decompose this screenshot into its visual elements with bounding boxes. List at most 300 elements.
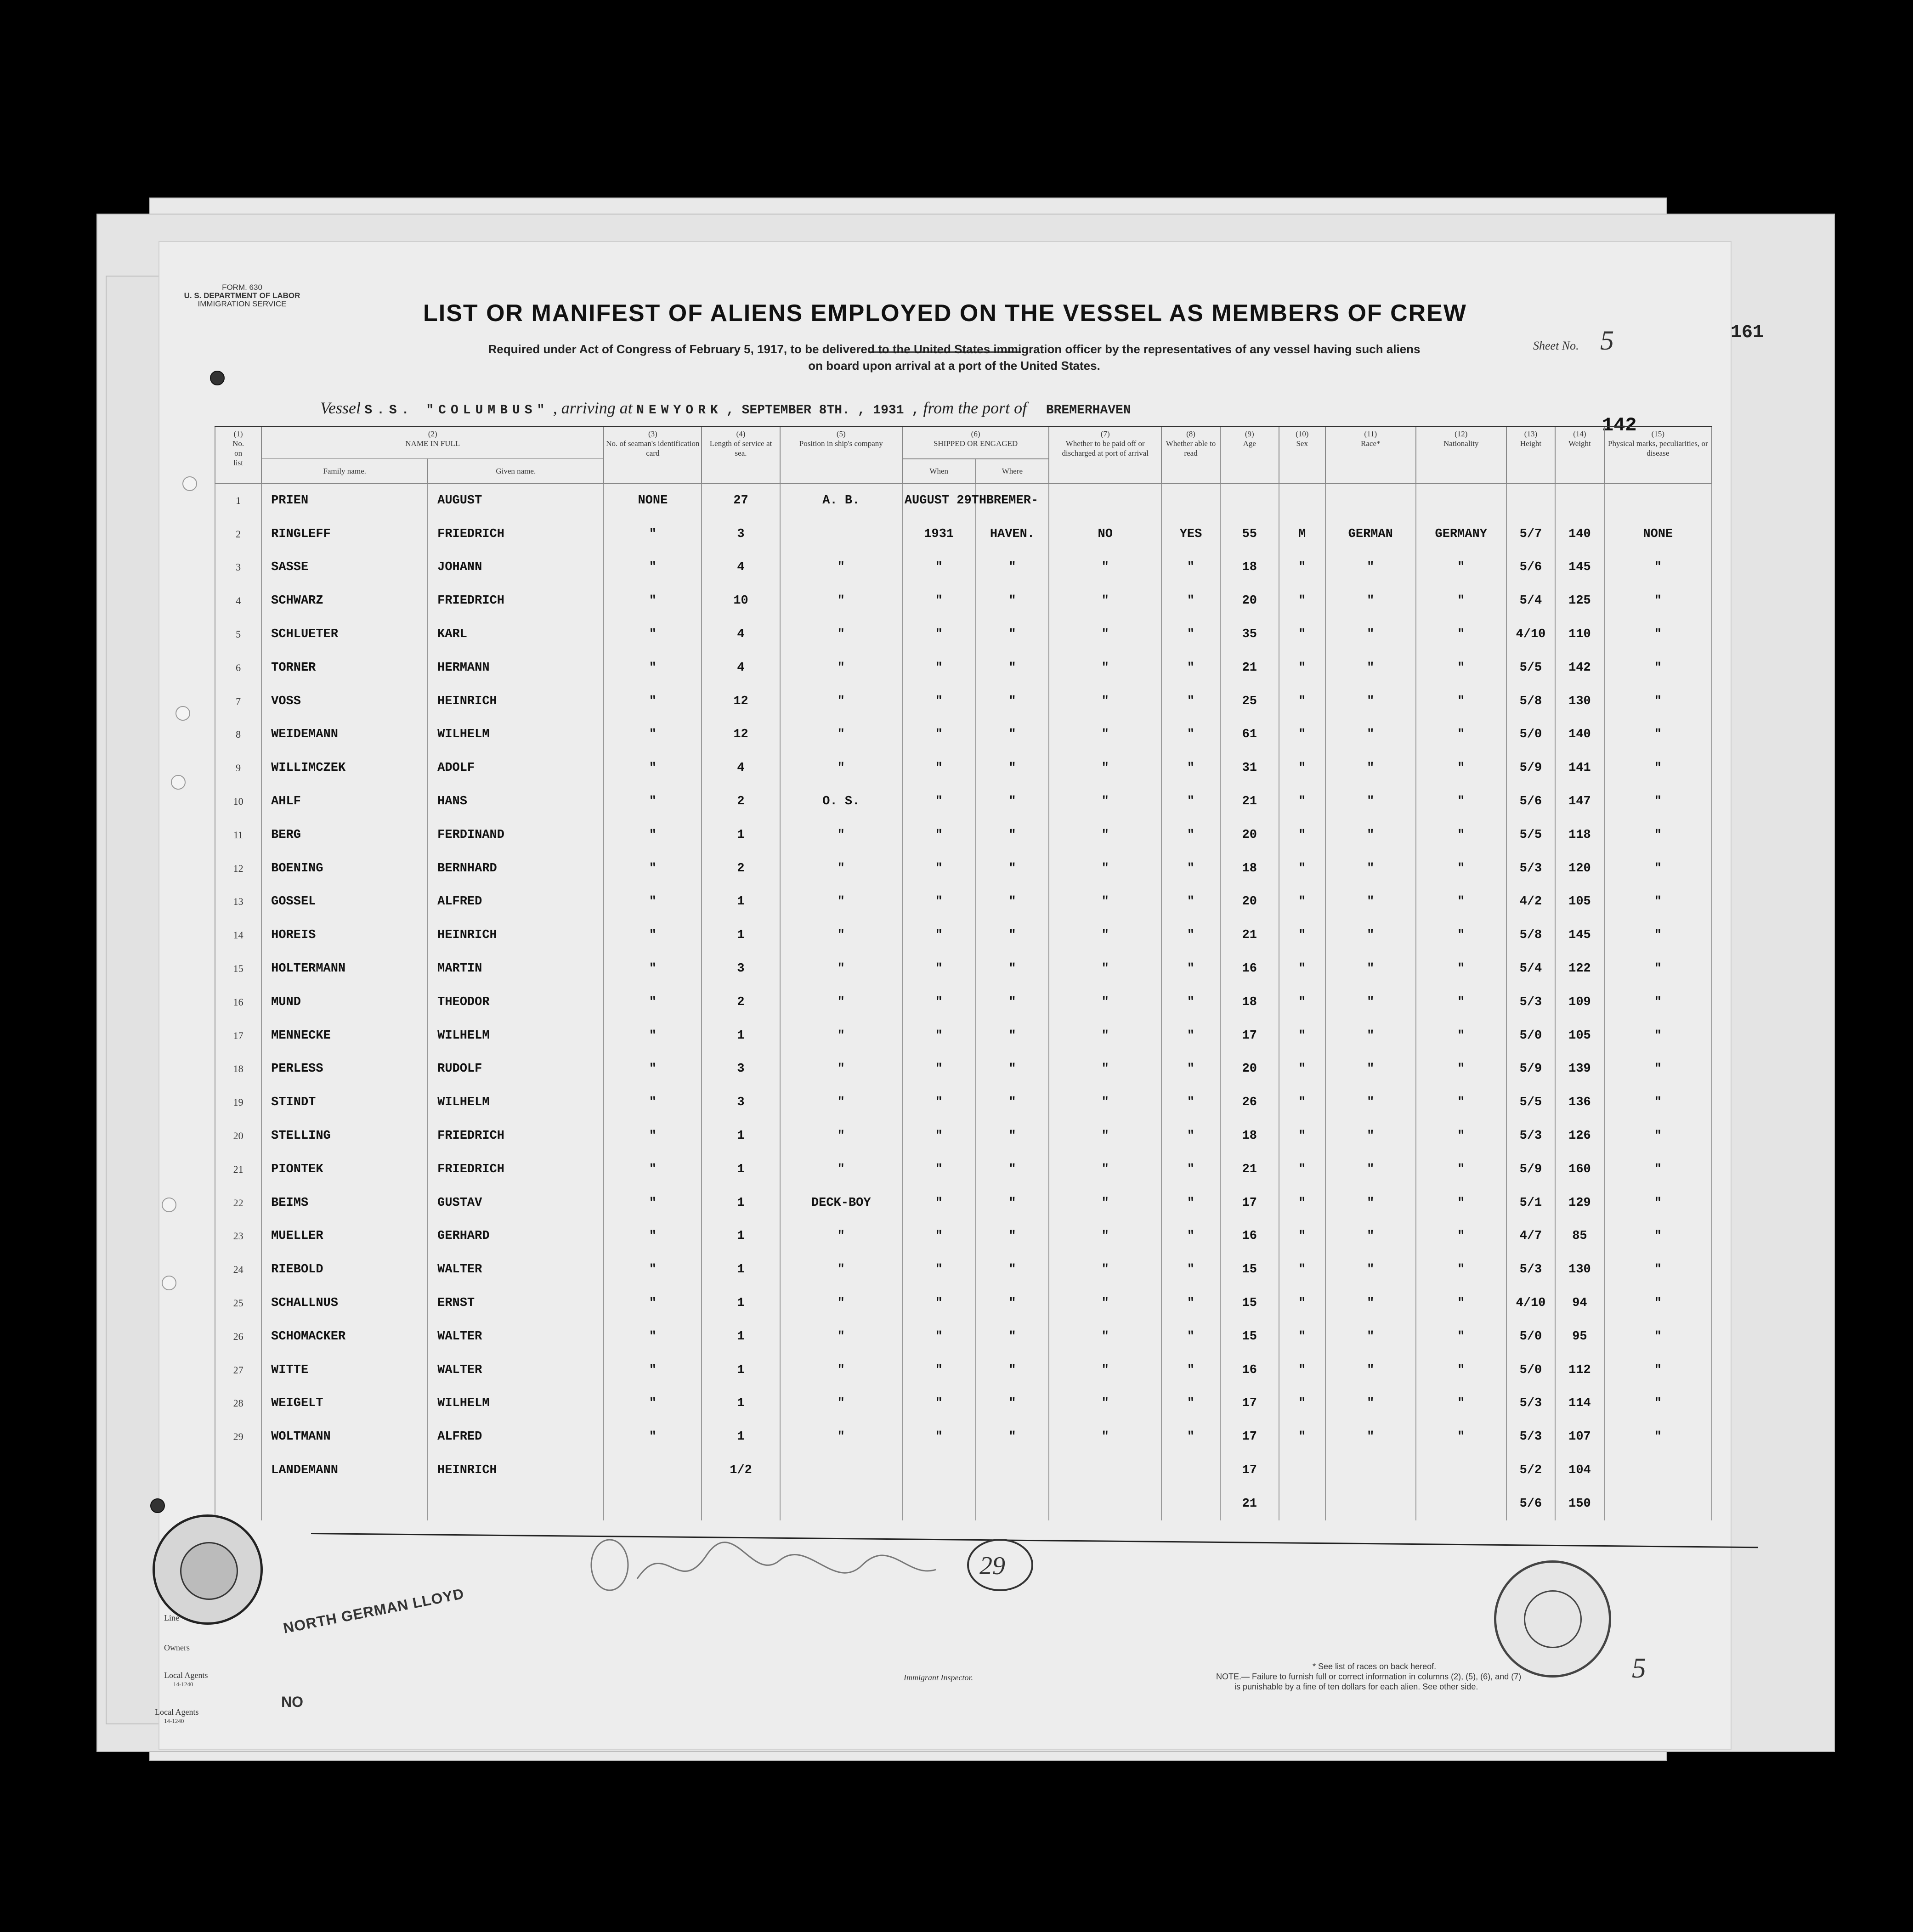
sex-cell: " (1279, 1019, 1325, 1052)
weight-cell: 136 (1555, 1086, 1604, 1119)
note-line-2: NOTE.— Failure to furnish full or correct information in columns (2), (5), (6), and (7) (1216, 1672, 1522, 1681)
sex-cell: " (1279, 818, 1325, 852)
shipped-when-cell: " (902, 651, 976, 684)
physical-marks-cell: " (1604, 684, 1712, 718)
weight-cell: 107 (1555, 1420, 1604, 1454)
shipped-when-cell: " (902, 584, 976, 618)
punch-hole (150, 1498, 165, 1513)
given-name-cell: FRIEDRICH (428, 1119, 604, 1153)
able-to-read-cell (1161, 484, 1220, 518)
shipped-where-cell: " (976, 584, 1049, 618)
weight-cell: 118 (1555, 818, 1604, 852)
table-row (215, 1019, 1712, 1052)
table-row (215, 1420, 1712, 1454)
shipped-when-cell: " (902, 1152, 976, 1186)
height-cell: 5/0 (1506, 718, 1555, 751)
shipped-where-cell: " (976, 785, 1049, 819)
age-cell: 18 (1220, 1119, 1279, 1153)
paid-off-cell: " (1049, 952, 1161, 986)
race-cell: " (1325, 985, 1416, 1019)
inspector-label: Immigrant Inspector. (904, 1673, 973, 1682)
table-row (215, 484, 1712, 518)
physical-marks-cell (1604, 1454, 1712, 1487)
height-cell: 5/0 (1506, 1353, 1555, 1387)
shipped-when-cell: " (902, 852, 976, 885)
position-cell: " (780, 1019, 902, 1052)
given-name-cell: BERNHARD (428, 852, 604, 885)
family-name-cell: SASSE (261, 551, 428, 584)
family-name-cell: WILLIMCZEK (261, 751, 428, 785)
weight-cell: 85 (1555, 1220, 1604, 1253)
paid-off-cell: " (1049, 618, 1161, 651)
nationality-cell: " (1416, 1287, 1506, 1320)
nationality-cell: " (1416, 1052, 1506, 1086)
age-cell: 18 (1220, 852, 1279, 885)
age-cell: 20 (1220, 1052, 1279, 1086)
able-to-read-cell: " (1161, 1086, 1220, 1119)
service-length-cell: 3 (702, 1086, 780, 1119)
race-cell: " (1325, 1320, 1416, 1353)
row-number-cell: 13 (215, 885, 261, 919)
weight-cell: 120 (1555, 852, 1604, 885)
position-cell: " (780, 651, 902, 684)
given-name-cell: WALTER (428, 1353, 604, 1387)
weight-cell: 104 (1555, 1454, 1604, 1487)
shipped-when-cell: " (902, 818, 976, 852)
race-cell: " (1325, 818, 1416, 852)
age-cell: 17 (1220, 1454, 1279, 1487)
able-to-read-cell: " (1161, 885, 1220, 919)
paid-off-cell: " (1049, 1387, 1161, 1420)
physical-marks-cell: " (1604, 885, 1712, 919)
position-cell: A. B. (780, 484, 902, 518)
race-cell: " (1325, 919, 1416, 952)
sex-cell (1279, 1487, 1325, 1520)
shipped-when-cell: " (902, 751, 976, 785)
nationality-cell: " (1416, 551, 1506, 584)
race-cell: " (1325, 1019, 1416, 1052)
paid-off-cell: " (1049, 818, 1161, 852)
service-length-cell: 1/2 (702, 1454, 780, 1487)
height-cell: 5/3 (1506, 1253, 1555, 1287)
position-cell: " (780, 1152, 902, 1186)
height-cell (1506, 484, 1555, 518)
header-when: When (902, 459, 976, 484)
physical-marks-cell: " (1604, 852, 1712, 885)
header-race: (11) Race* (1325, 427, 1416, 484)
age-cell: 17 (1220, 1186, 1279, 1220)
table-row (215, 885, 1712, 919)
nationality-cell: " (1416, 852, 1506, 885)
height-cell: 4/7 (1506, 1220, 1555, 1253)
service-length-cell: 1 (702, 1220, 780, 1253)
shipped-where-cell: " (976, 684, 1049, 718)
service-length-cell: 12 (702, 684, 780, 718)
shipped-when-cell: " (902, 1420, 976, 1454)
physical-marks-cell: " (1604, 1420, 1712, 1454)
paid-off-cell: " (1049, 1420, 1161, 1454)
paid-off-cell: " (1049, 1186, 1161, 1220)
table-row (215, 1320, 1712, 1353)
sex-cell (1279, 484, 1325, 518)
row-number-cell: 27 (215, 1353, 261, 1387)
id-card-cell: " (604, 1086, 702, 1119)
nationality-cell: " (1416, 751, 1506, 785)
paid-off-cell: " (1049, 1086, 1161, 1119)
able-to-read-cell: " (1161, 1052, 1220, 1086)
paid-off-cell: " (1049, 1119, 1161, 1153)
given-name-cell: ALFRED (428, 1420, 604, 1454)
service-length-cell: 1 (702, 1186, 780, 1220)
row-number-cell: 20 (215, 1119, 261, 1153)
nationality-cell: " (1416, 1353, 1506, 1387)
punch-hole (162, 1276, 176, 1290)
family-name-cell: WOLTMANN (261, 1420, 428, 1454)
row-number-cell: 11 (215, 818, 261, 852)
position-cell: " (780, 684, 902, 718)
paid-off-cell: " (1049, 1320, 1161, 1353)
race-cell: " (1325, 684, 1416, 718)
able-to-read-cell: " (1161, 651, 1220, 684)
shipped-when-cell: " (902, 785, 976, 819)
shipped-where-cell: " (976, 1119, 1049, 1153)
service-length-cell: 1 (702, 1287, 780, 1320)
weight-cell: 110 (1555, 618, 1604, 651)
service-length-cell: 4 (702, 551, 780, 584)
height-cell: 4/10 (1506, 1287, 1555, 1320)
physical-marks-cell: " (1604, 1353, 1712, 1387)
position-cell: " (780, 718, 902, 751)
age-cell: 61 (1220, 718, 1279, 751)
weight-cell: 145 (1555, 919, 1604, 952)
row-number-cell: 25 (215, 1287, 261, 1320)
row-number-cell (215, 1487, 261, 1520)
nationality-cell (1416, 484, 1506, 518)
paid-off-cell: " (1049, 1019, 1161, 1052)
service-length-cell: 1 (702, 885, 780, 919)
id-card-cell: " (604, 551, 702, 584)
row-number-cell: 5 (215, 618, 261, 651)
given-name-cell: WALTER (428, 1253, 604, 1287)
sex-cell: " (1279, 551, 1325, 584)
shipped-where-cell: " (976, 818, 1049, 852)
row-number-cell: 10 (215, 785, 261, 819)
height-cell: 5/2 (1506, 1454, 1555, 1487)
vessel-label: Vessel (320, 399, 361, 417)
sex-cell: " (1279, 1086, 1325, 1119)
able-to-read-cell: " (1161, 1019, 1220, 1052)
nationality-cell: " (1416, 1119, 1506, 1153)
weight-cell: 126 (1555, 1119, 1604, 1153)
race-cell: " (1325, 1152, 1416, 1186)
height-cell: 5/8 (1506, 684, 1555, 718)
paid-off-cell: " (1049, 1353, 1161, 1387)
id-card-cell: " (604, 1253, 702, 1287)
age-cell: 25 (1220, 684, 1279, 718)
age-cell: 16 (1220, 952, 1279, 986)
family-name-cell: BOENING (261, 852, 428, 885)
sex-cell: " (1279, 1287, 1325, 1320)
department-name: U. S. DEPARTMENT OF LABOR (184, 291, 300, 300)
id-card-cell: " (604, 517, 702, 551)
id-card-cell: " (604, 1119, 702, 1153)
weight-cell: 94 (1555, 1287, 1604, 1320)
row-number-cell: 17 (215, 1019, 261, 1052)
given-name-cell: KARL (428, 618, 604, 651)
sheet-label: Sheet No. (1533, 339, 1579, 352)
physical-marks-cell: " (1604, 1119, 1712, 1153)
paid-off-cell (1049, 1487, 1161, 1520)
row-number-cell: 6 (215, 651, 261, 684)
given-name-cell: AUGUST (428, 484, 604, 518)
shipped-where-cell: " (976, 985, 1049, 1019)
given-name-cell: THEODOR (428, 985, 604, 1019)
physical-marks-cell: " (1604, 651, 1712, 684)
header-shipped-group: (6) SHIPPED OR ENGAGED (902, 427, 1049, 459)
id-card-cell (604, 1454, 702, 1487)
family-name-cell: RINGLEFF (261, 517, 428, 551)
able-to-read-cell: " (1161, 1253, 1220, 1287)
age-cell: 31 (1220, 751, 1279, 785)
arriving-label: , arriving at (553, 399, 633, 417)
given-name-cell: MARTIN (428, 952, 604, 986)
given-name-cell: HEINRICH (428, 684, 604, 718)
shipped-when-cell: 1931 (902, 517, 976, 551)
nationality-cell: " (1416, 885, 1506, 919)
family-name-cell: SCHWARZ (261, 584, 428, 618)
nationality-cell: " (1416, 1086, 1506, 1119)
family-name-cell: MUELLER (261, 1220, 428, 1253)
sex-cell: " (1279, 1152, 1325, 1186)
able-to-read-cell: " (1161, 985, 1220, 1019)
position-cell (780, 1454, 902, 1487)
paid-off-cell: " (1049, 985, 1161, 1019)
id-card-cell: " (604, 684, 702, 718)
service-length-cell: 4 (702, 618, 780, 651)
nationality-cell: " (1416, 684, 1506, 718)
sex-cell: " (1279, 1253, 1325, 1287)
family-name-cell: BEIMS (261, 1186, 428, 1220)
service-length-cell: 1 (702, 1152, 780, 1186)
shipped-when-cell: " (902, 1287, 976, 1320)
id-card-cell: " (604, 952, 702, 986)
id-card-cell: " (604, 751, 702, 785)
weight-cell: 125 (1555, 584, 1604, 618)
sex-cell: " (1279, 1420, 1325, 1454)
age-cell: 15 (1220, 1253, 1279, 1287)
row-number-cell: 3 (215, 551, 261, 584)
position-cell: " (780, 1253, 902, 1287)
sex-cell: " (1279, 584, 1325, 618)
service-length-cell (702, 1487, 780, 1520)
nationality-cell: " (1416, 718, 1506, 751)
sex-cell: " (1279, 618, 1325, 651)
physical-marks-cell: " (1604, 952, 1712, 986)
position-cell: " (780, 1353, 902, 1387)
shipped-where-cell: " (976, 1220, 1049, 1253)
nationality-cell: " (1416, 1420, 1506, 1454)
table-row (215, 551, 1712, 584)
nationality-cell: " (1416, 952, 1506, 986)
table-row (215, 1052, 1712, 1086)
able-to-read-cell: " (1161, 1420, 1220, 1454)
family-name-cell: AHLF (261, 785, 428, 819)
given-name-cell: HERMANN (428, 651, 604, 684)
position-cell: " (780, 919, 902, 952)
paid-off-cell: " (1049, 1253, 1161, 1287)
family-name-cell (261, 1487, 428, 1520)
height-cell: 5/6 (1506, 1487, 1555, 1520)
row-number-cell: 21 (215, 1152, 261, 1186)
height-cell: 4/10 (1506, 618, 1555, 651)
from-port-label: from the port of (923, 399, 1027, 417)
shipped-where-cell: " (976, 1253, 1049, 1287)
age-cell: 15 (1220, 1287, 1279, 1320)
able-to-read-cell: " (1161, 751, 1220, 785)
footer-owners-label: Owners (164, 1643, 190, 1652)
nationality-cell: " (1416, 919, 1506, 952)
shipped-when-cell: " (902, 1253, 976, 1287)
paid-off-cell (1049, 484, 1161, 518)
height-cell: 5/0 (1506, 1019, 1555, 1052)
service-length-cell: 2 (702, 852, 780, 885)
given-name-cell: FERDINAND (428, 818, 604, 852)
shipped-when-cell: " (902, 1052, 976, 1086)
race-cell: " (1325, 1353, 1416, 1387)
service-length-cell: 1 (702, 919, 780, 952)
sex-cell: " (1279, 785, 1325, 819)
table-row (215, 818, 1712, 852)
service-length-cell: 4 (702, 651, 780, 684)
id-card-cell: NONE (604, 484, 702, 518)
shipped-where-cell: " (976, 1353, 1049, 1387)
position-cell: DECK-BOY (780, 1186, 902, 1220)
sex-cell: " (1279, 1119, 1325, 1153)
table-row (215, 952, 1712, 986)
svg-text:29: 29 (979, 1552, 1005, 1580)
position-cell: " (780, 1287, 902, 1320)
given-name-cell: GUSTAV (428, 1186, 604, 1220)
position-cell: " (780, 1052, 902, 1086)
age-cell: 18 (1220, 985, 1279, 1019)
age-cell: 20 (1220, 885, 1279, 919)
age-cell: 55 (1220, 517, 1279, 551)
weight-cell: 109 (1555, 985, 1604, 1019)
physical-marks-cell: " (1604, 1220, 1712, 1253)
age-cell: 18 (1220, 551, 1279, 584)
row-number-cell: 9 (215, 751, 261, 785)
race-cell: " (1325, 1387, 1416, 1420)
shipped-when-cell: " (902, 919, 976, 952)
position-cell: " (780, 584, 902, 618)
physical-marks-cell: " (1604, 1320, 1712, 1353)
weight-cell: 147 (1555, 785, 1604, 819)
table-row (215, 1253, 1712, 1287)
age-cell: 35 (1220, 618, 1279, 651)
able-to-read-cell: " (1161, 584, 1220, 618)
shipped-when-cell: " (902, 952, 976, 986)
id-card-cell: " (604, 1152, 702, 1186)
race-cell: " (1325, 751, 1416, 785)
weight-cell: 150 (1555, 1487, 1604, 1520)
row-number-cell (215, 1454, 261, 1487)
header-position: (5) Position in ship's company (780, 427, 902, 484)
id-card-cell: " (604, 1287, 702, 1320)
table-row (215, 1152, 1712, 1186)
row-number-cell: 24 (215, 1253, 261, 1287)
weight-cell: 130 (1555, 1253, 1604, 1287)
shipped-when-cell: " (902, 985, 976, 1019)
family-name-cell: RIEBOLD (261, 1253, 428, 1287)
table-row (215, 517, 1712, 551)
sex-cell (1279, 1454, 1325, 1487)
row-number-cell: 28 (215, 1387, 261, 1420)
given-name-cell: WILHELM (428, 1086, 604, 1119)
position-cell: " (780, 618, 902, 651)
shipped-where-cell: " (976, 1287, 1049, 1320)
height-cell: 5/5 (1506, 818, 1555, 852)
height-cell: 5/4 (1506, 584, 1555, 618)
note-line-3: is punishable by a fine of ten dollars for each alien. See other side. (1234, 1682, 1478, 1691)
height-cell: 4/2 (1506, 885, 1555, 919)
family-name-cell: HOLTERMANN (261, 952, 428, 986)
race-cell: " (1325, 1119, 1416, 1153)
able-to-read-cell: " (1161, 1152, 1220, 1186)
header-family-name: Family name. (261, 459, 428, 484)
id-card-cell: " (604, 1353, 702, 1387)
race-cell: " (1325, 618, 1416, 651)
nationality-cell: " (1416, 1152, 1506, 1186)
height-cell: 5/6 (1506, 785, 1555, 819)
race-cell: " (1325, 718, 1416, 751)
paid-off-cell: " (1049, 785, 1161, 819)
family-name-cell: PIONTEK (261, 1152, 428, 1186)
family-name-cell: MUND (261, 985, 428, 1019)
paid-off-cell: " (1049, 751, 1161, 785)
id-card-cell: " (604, 618, 702, 651)
given-name-cell: HEINRICH (428, 1454, 604, 1487)
family-name-cell: STELLING (261, 1119, 428, 1153)
weight-cell: 122 (1555, 952, 1604, 986)
id-card-cell: " (604, 651, 702, 684)
position-cell: " (780, 818, 902, 852)
height-cell: 5/7 (1506, 517, 1555, 551)
shipped-where-cell: " (976, 618, 1049, 651)
header-name-group: (2) NAME IN FULL (261, 427, 604, 459)
sex-cell: " (1279, 852, 1325, 885)
physical-marks-cell: " (1604, 985, 1712, 1019)
age-cell: 16 (1220, 1353, 1279, 1387)
able-to-read-cell (1161, 1454, 1220, 1487)
service-length-cell: 1 (702, 1119, 780, 1153)
family-name-cell: PERLESS (261, 1052, 428, 1086)
punch-hole (171, 775, 186, 790)
consulate-seal-right (1494, 1560, 1611, 1678)
age-cell: 26 (1220, 1086, 1279, 1119)
shipped-where-cell: " (976, 1019, 1049, 1052)
physical-marks-cell (1604, 1487, 1712, 1520)
age-cell: 17 (1220, 1019, 1279, 1052)
service-length-cell: 2 (702, 785, 780, 819)
shipped-where-cell: " (976, 1186, 1049, 1220)
age-cell: 20 (1220, 584, 1279, 618)
header-physical-marks: (15) Physical marks, peculiarities, or disease (1604, 427, 1712, 484)
service-length-cell: 3 (702, 952, 780, 986)
position-cell (780, 1487, 902, 1520)
able-to-read-cell: " (1161, 1320, 1220, 1353)
physical-marks-cell: " (1604, 1186, 1712, 1220)
physical-marks-cell: " (1604, 818, 1712, 852)
